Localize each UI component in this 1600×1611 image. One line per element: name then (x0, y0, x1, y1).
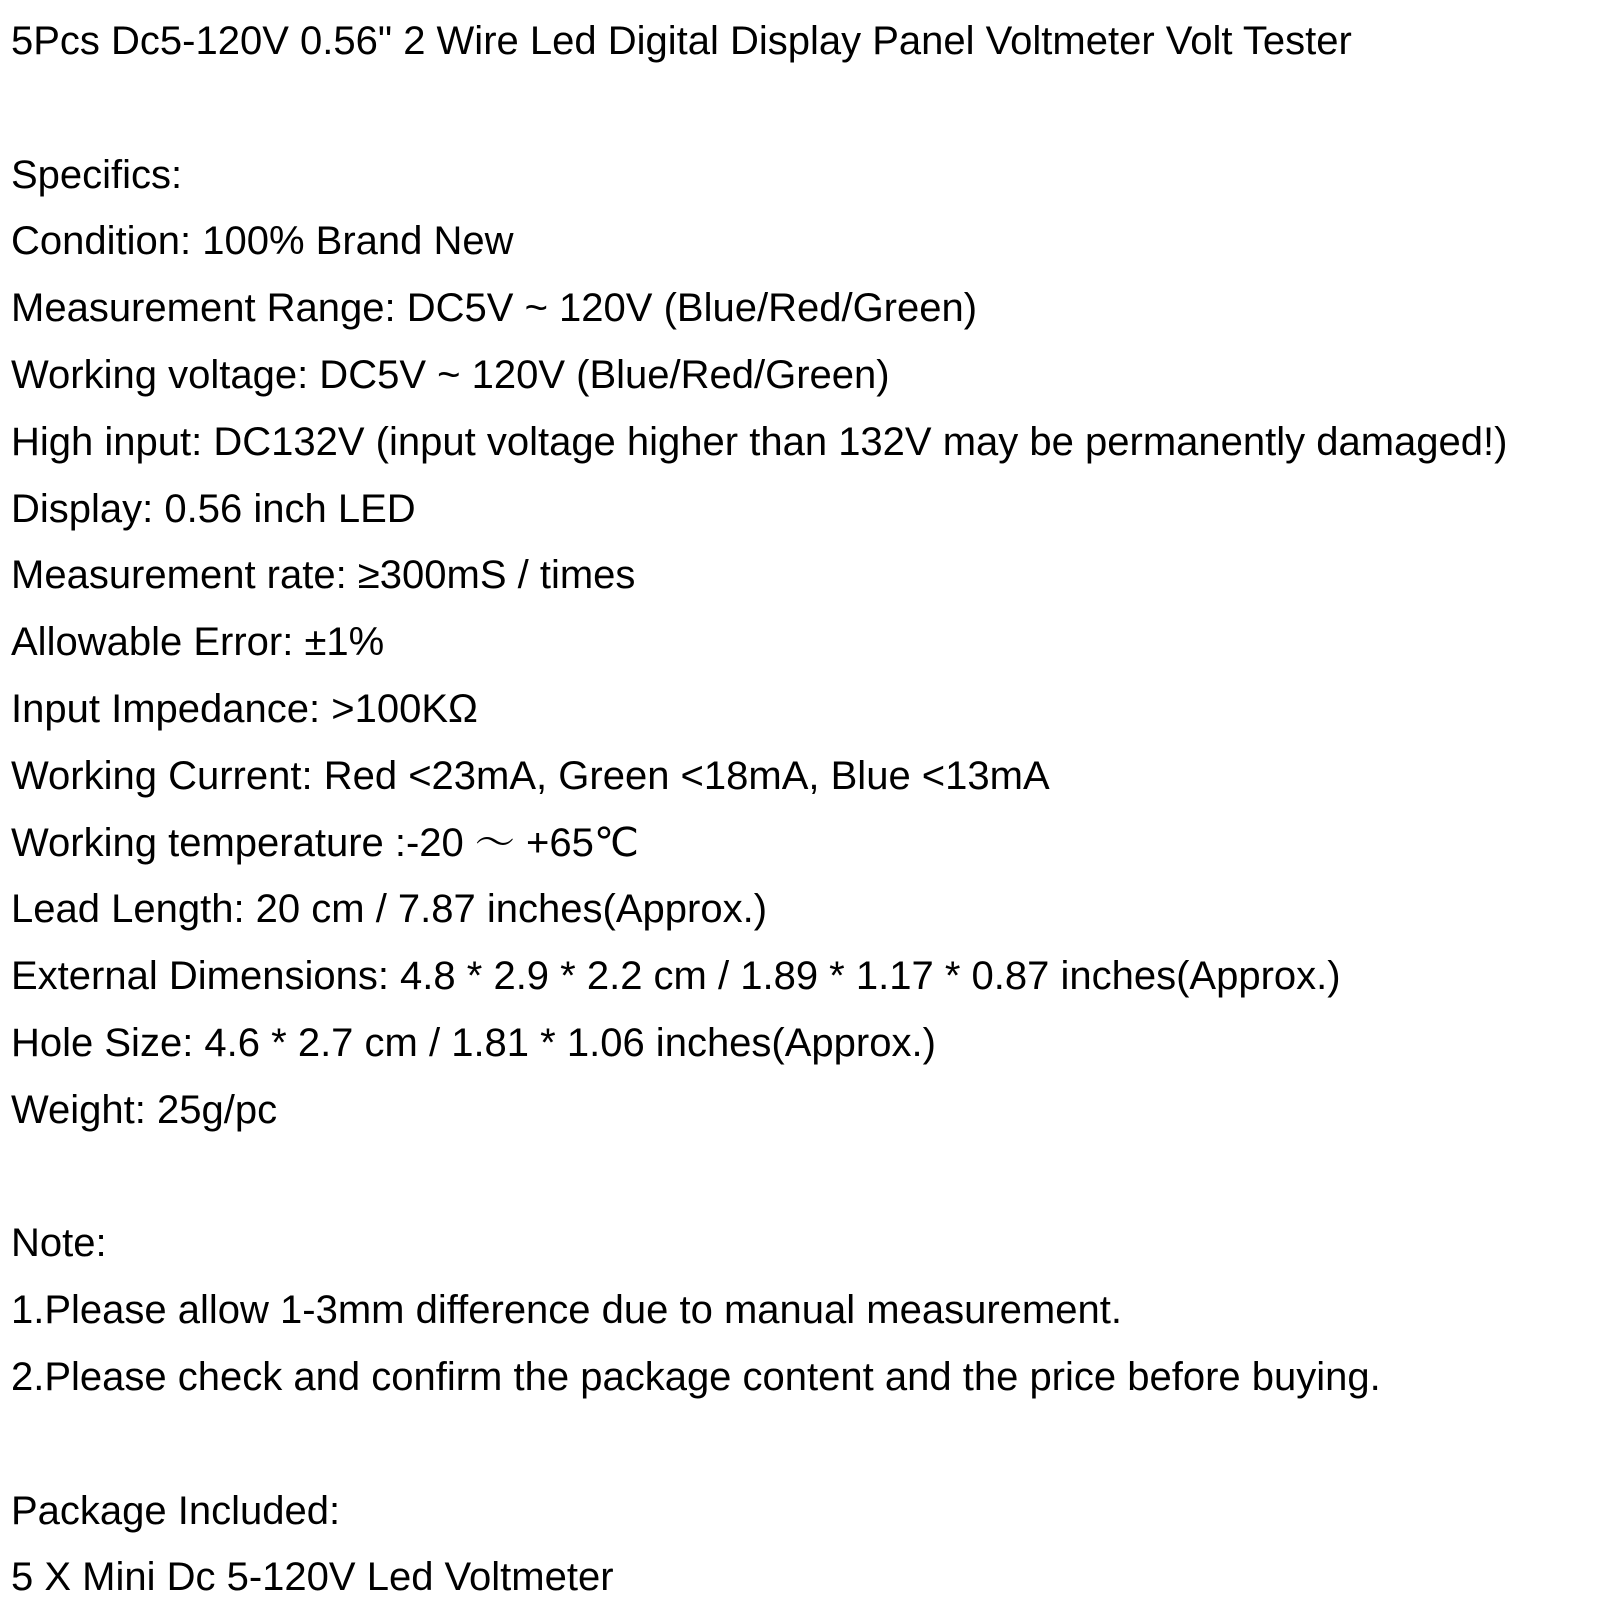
spec-measurement-range: Measurement Range: DC5V ~ 120V (Blue/Red/Green) (11, 286, 978, 331)
note-item: 2.Please check and confirm the package content and the price before buying. (11, 1354, 1381, 1399)
note-heading: Note: (11, 1221, 107, 1266)
spec-display: Display: 0.56 inch LED (11, 486, 416, 531)
product-description (11, 8, 1597, 1611)
spacer (11, 75, 1597, 142)
spec-condition: Condition: 100% Brand New (11, 219, 514, 264)
spec-input-impedance: Input Impedance: >100KΩ (11, 686, 478, 731)
spec-hole-size: Hole Size: 4.6 * 2.7 cm / 1.81 * 1.06 inches(Approx.) (11, 1020, 936, 1065)
package-heading: Package Included: (11, 1488, 341, 1533)
product-title: 5Pcs Dc5-120V 0.56" 2 Wire Led Digital Display Panel Voltmeter Volt Tester (11, 19, 1352, 63)
spec-high-input: High input: DC132V (input voltage higher than 132V may be permanently damaged!) (11, 419, 1508, 464)
specifics-heading: Specifics: (11, 152, 183, 197)
specifics-section (11, 142, 1597, 1144)
note-item: 1.Please allow 1-3mm difference due to manual measurement. (11, 1288, 1122, 1333)
package-section (11, 1478, 1597, 1611)
package-item: 5 X Mini Dc 5-120V Led Voltmeter (11, 1555, 614, 1600)
spec-external-dimensions: External Dimensions: 4.8 * 2.9 * 2.2 cm / 1.89 * 1.17 * 0.87 inches(Approx.) (11, 954, 1341, 999)
spec-working-voltage: Working voltage: DC5V ~ 120V (Blue/Red/Green) (11, 352, 890, 397)
spec-allowable-error: Allowable Error: ±1% (11, 620, 385, 665)
spec-working-current: Working Current: Red <23mA, Green <18mA, Blue <13mA (11, 753, 1050, 798)
note-section (11, 1210, 1597, 1410)
spec-weight: Weight: 25g/pc (11, 1087, 278, 1132)
spec-working-temperature: Working temperature :-20 ～ +65℃ (11, 820, 639, 865)
spec-lead-length: Lead Length: 20 cm / 7.87 inches(Approx.) (11, 887, 768, 932)
spacer (11, 1144, 1597, 1211)
spacer (11, 1411, 1597, 1478)
spec-measurement-rate: Measurement rate: ≥300mS / times (11, 553, 636, 598)
